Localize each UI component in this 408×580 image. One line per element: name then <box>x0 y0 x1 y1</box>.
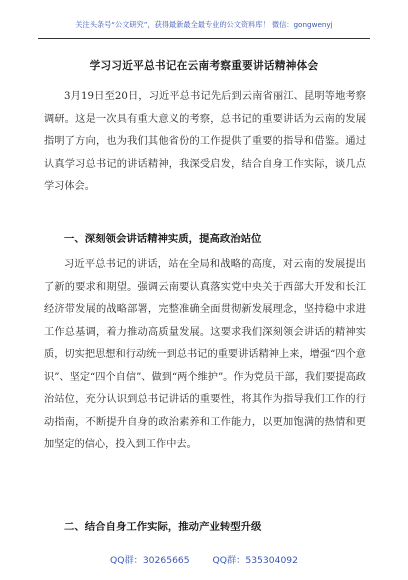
section-1-heading: 一、深刻领会讲话精神实质，提高政治站位 <box>64 233 262 245</box>
footer-contact <box>0 552 408 566</box>
section-2-heading: 二、结合自身工作实际，推动产业转型升级 <box>64 521 262 533</box>
footer-qq-group-1: QQ群：30265665 <box>110 555 190 566</box>
section-1-paragraph: 习近平总书记的讲话，站在全局和战略的高度，对云南的发展提出了新的要求和期望。强调云南要认真落实党中央关于西部大开发和长江经济带发展的战略部署，完整准确全面贯彻新发展理念，坚持稳中求进工作总基调，着力推动高质量发展。这要求我们深刻领会讲话的精神实质，切实把思想和行动统一到总书记的重要讲话精神上来，增强“四个意识”、坚定“四个自信”、做到“两个维护”。作为党员干部，我们要提高政治站位，充分认识到总书记讲话的重要性，将其作为指导我们工作的行动指南，不断提升自身的政治素养和工作能力，以更加饱满的热情和更加坚定的信心，投入到工作中去。 <box>44 259 366 450</box>
intro-paragraph: 3月19日至20日，习近平总书记先后到云南省丽江、昆明等地考察调研。这是一次具有重大意义的考察，总书记的重要讲话为云南的发展指明了方向，也为我们其他省份的工作提供了重要的指导和借鉴。通过认真学习总书记的讲话精神，我深受启发，结合自身工作实际，谈几点学习体会。 <box>44 91 366 192</box>
header-divider <box>38 38 370 39</box>
document-title: 学习习近平总书记在云南考察重要讲话精神体会 <box>89 60 319 72</box>
header-promo-note: 关注头条号“公文研究”，获得最新最全最专业的公文资料库！ 微信：gongwenyj <box>75 20 333 29</box>
footer-qq-group-2: QQ群：535304092 <box>212 555 298 566</box>
